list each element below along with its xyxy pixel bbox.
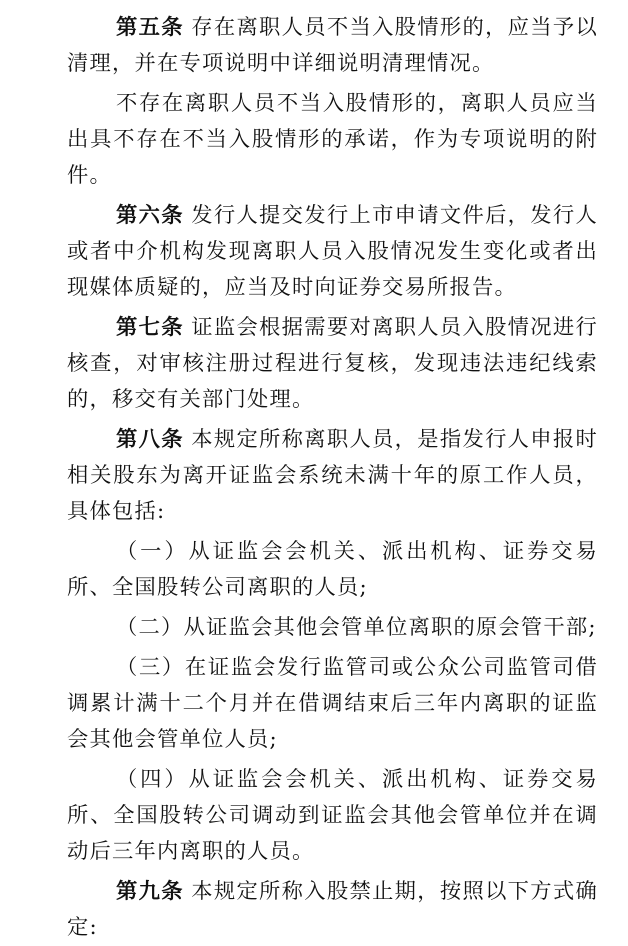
- paragraph-text: （四）从证监会会机关、派出机构、证券交易所、全国股转公司调动到证监会其他会管单位并在调动后三年内离职的人员。: [67, 767, 598, 864]
- article-5-continuation-paragraph: [67, 86, 598, 194]
- article-8-item-2: [67, 610, 598, 646]
- paragraph-text: 本规定所称离职人员，是指发行人申报时相关股东为离开证监会系统未满十年的原工作人员，具体包括:: [67, 427, 598, 524]
- article-6-paragraph: [67, 198, 598, 306]
- paragraph-text: 不存在离职人员不当入股情形的，离职人员应当出具不存在不当入股情形的承诺，作为专项说明的附件。: [67, 91, 598, 188]
- paragraph-text: （二）从证监会其他会管单位离职的原会管干部;: [115, 615, 597, 640]
- paragraph-text: （三）在证监会发行监管司或公众公司监管司借调累计满十二个月并在借调结束后三年内离职的证监会其他会管单位人员;: [67, 655, 598, 752]
- article-8-paragraph: [67, 422, 598, 530]
- paragraph-text: 存在离职人员不当入股情形的，应当予以清理，并在专项说明中详细说明清理情况。: [67, 15, 598, 76]
- paragraph-text: （一）从证监会会机关、派出机构、证券交易所、全国股转公司离职的人员;: [67, 539, 598, 600]
- paragraph-text: 本规定所称入股禁止期，按照以下方式确定:: [67, 879, 598, 940]
- article-heading: 第九条: [115, 879, 184, 904]
- article-heading: 第七条: [115, 315, 184, 340]
- article-8-item-4: [67, 762, 598, 870]
- article-5-paragraph: [67, 10, 598, 82]
- article-heading: 第六条: [115, 203, 184, 228]
- article-heading: 第五条: [115, 15, 184, 40]
- paragraph-text: 证监会根据需要对离职人员入股情况进行核查，对审核注册过程进行复核，发现违法违纪线索的，移交有关部门处理。: [67, 315, 598, 412]
- article-7-paragraph: [67, 310, 598, 418]
- article-8-item-3: [67, 650, 598, 758]
- article-9-paragraph: [67, 874, 598, 946]
- paragraph-text: 发行人提交发行上市申请文件后，发行人或者中介机构发现离职人员入股情况发生变化或者出现媒体质疑的，应当及时向证券交易所报告。: [67, 203, 598, 300]
- article-8-item-1: [67, 534, 598, 606]
- article-heading: 第八条: [115, 427, 184, 452]
